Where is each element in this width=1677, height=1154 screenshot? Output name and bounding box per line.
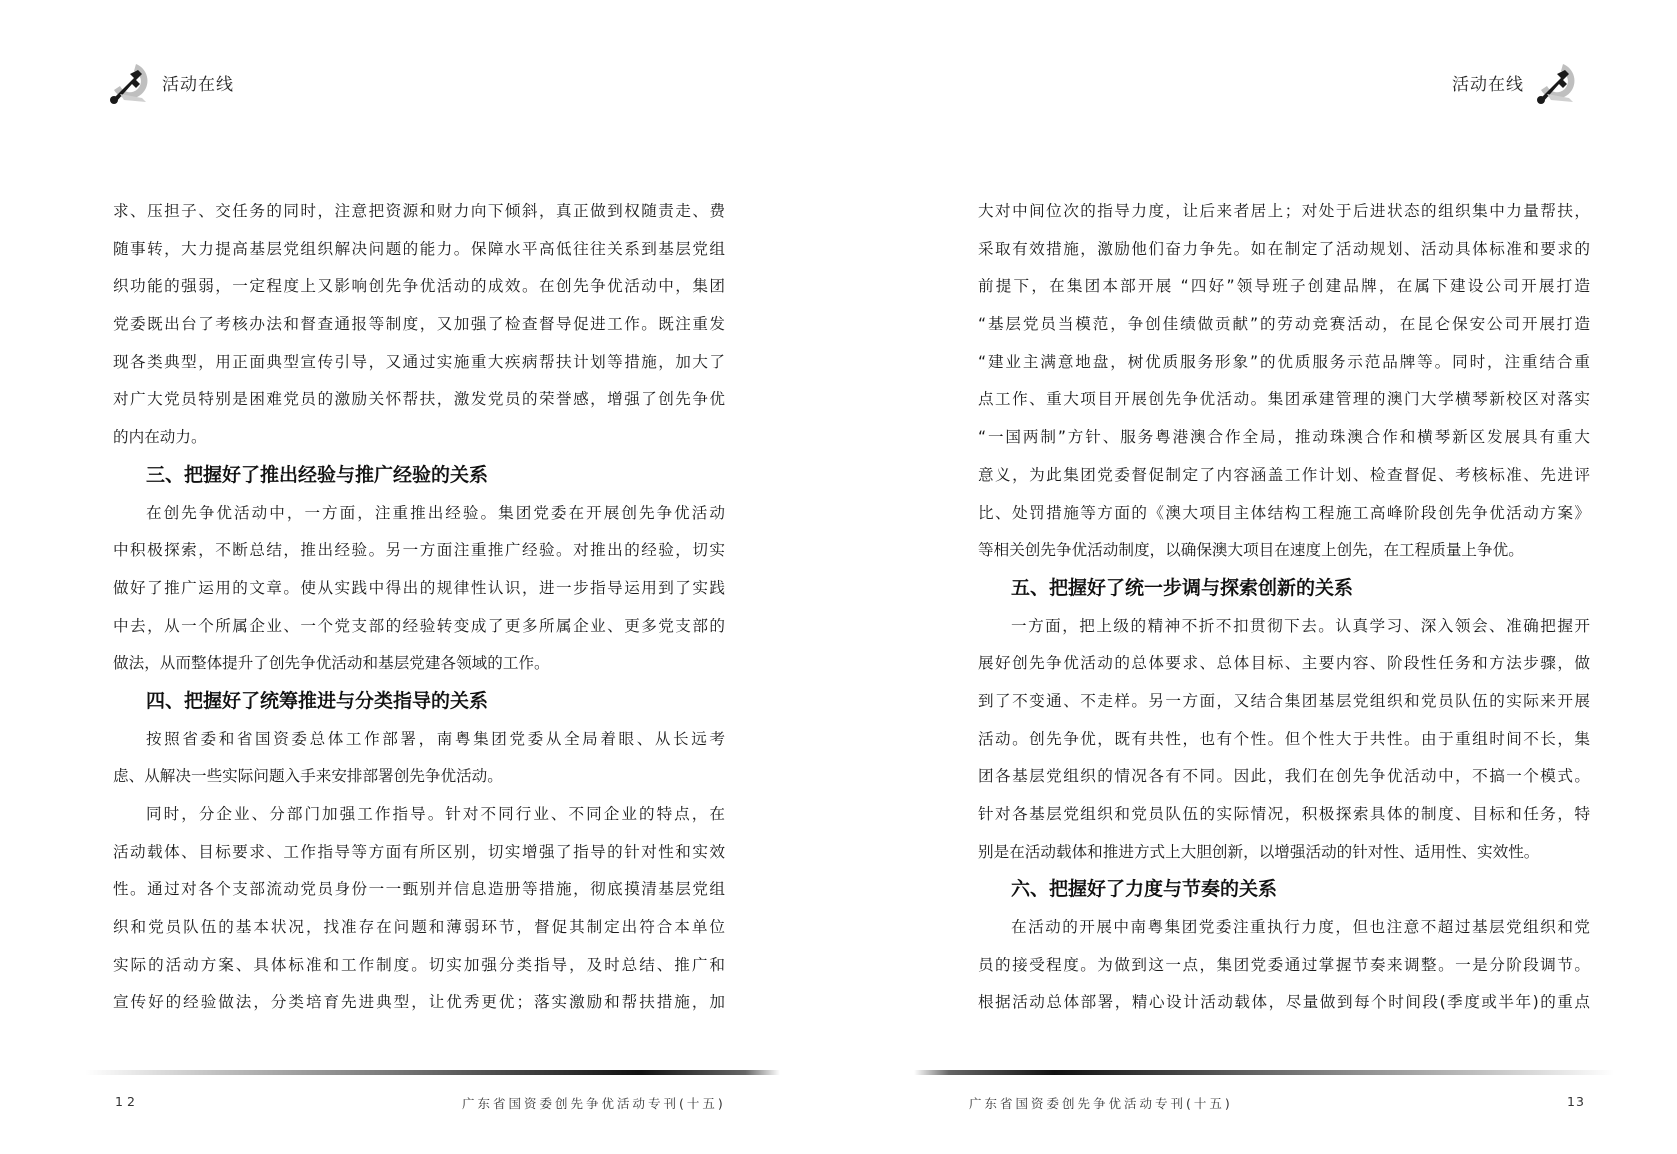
section-heading: 五、把握好了统一步调与探索创新的关系	[1011, 576, 1354, 599]
text-line: 展好创先争优活动的总体要求、总体目标、主要内容、阶段性任务和方法步骤，做	[978, 654, 1590, 673]
text-line: 中去，从一个所属企业、一个党支部的经验转变成了更多所属企业、更多党支部的	[113, 616, 725, 635]
text-line: 按照省委和省国资委总体工作部署，南粤集团党委从全局着眼、从长远考	[146, 729, 725, 748]
text-line: 宣传好的经验做法，分类培育先进典型，让优秀更优；落实激励和帮扶措施，加	[113, 993, 725, 1012]
text-line: 在创先争优活动中，一方面，注重推出经验。集团党委在开展创先争优活动	[146, 503, 725, 522]
right-page	[839, 0, 1677, 1154]
text-line: 随事转，大力提高基层党组织解决问题的能力。保障水平高低往往关系到基层党组	[113, 239, 725, 258]
body-text	[113, 193, 725, 1022]
text-line: 的内在动力。	[113, 428, 207, 447]
text-line: 别是在活动载体和推进方式上大胆创新，以增强活动的针对性、适用性、实效性。	[978, 842, 1540, 861]
text-line: 对广大党员特别是困难党员的激励关怀帮扶，激发党员的荣誉感，增强了创先争优	[113, 390, 725, 409]
text-line: 做法，从而整体提升了创先争优活动和基层党建各领域的工作。	[113, 654, 550, 673]
footer-title: 广东省国资委创先争优活动专刊(十五)	[969, 1096, 1233, 1111]
section-heading: 三、把握好了推出经验与推广经验的关系	[146, 463, 489, 486]
footer-title: 广东省国资委创先争优活动专刊(十五)	[462, 1096, 726, 1111]
text-line: 前提下，在集团本部开展 “四好”领导班子创建品牌，在属下建设公司开展打造	[978, 277, 1590, 296]
text-line: 等相关创先争优活动制度，以确保澳大项目在速度上创先，在工程质量上争优。	[978, 541, 1524, 560]
section-title: 活动在线	[162, 75, 234, 95]
section-heading: 六、把握好了力度与节奏的关系	[1011, 878, 1278, 901]
text-line: 到了不变通、不走样。另一方面，又结合集团基层党组织和党员队伍的实际来开展	[978, 691, 1590, 710]
text-line: 团各基层党组织的情况各有不同。因此，我们在创先争优活动中，不搞一个模式。	[978, 767, 1590, 786]
text-line: 员的接受程度。为做到这一点，集团党委通过掌握节奏来调整。一是分阶段调节。	[978, 955, 1590, 974]
text-line: 党委既出台了考核办法和督查通报等制度，又加强了检查督导促进工作。既注重发	[113, 315, 725, 334]
text-line: 织功能的强弱，一定程度上又影响创先争优活动的成效。在创先争优活动中，集团	[113, 277, 725, 296]
text-line: 一方面，把上级的精神不折不扣贯彻下去。认真学习、深入领会、准确把握开	[1011, 616, 1590, 635]
text-line: 实际的活动方案、具体标准和工作制度。切实加强分类指导，及时总结、推广和	[113, 955, 725, 974]
left-page	[0, 0, 838, 1154]
text-line: 同时，分企业、分部门加强工作指导。针对不同行业、不同企业的特点，在	[146, 805, 725, 823]
party-emblem-icon	[1533, 58, 1583, 106]
text-line: “基层党员当模范，争创佳绩做贡献”的劳动竞赛活动，在昆仑保安公司开展打造	[978, 315, 1590, 334]
text-line: 求、压担子、交任务的同时，注意把资源和财力向下倾斜，真正做到权随责走、费	[113, 202, 725, 220]
text-line: 大对中间位次的指导力度，让后来者居上；对处于后进状态的组织集中力量帮扶，	[978, 202, 1590, 220]
text-line: 点工作、重大项目开展创先争优活动。集团承建管理的澳门大学横琴新校区对落实	[978, 390, 1590, 409]
party-emblem-icon	[106, 58, 156, 106]
text-line: 活动。创先争优，既有共性，也有个性。但个性大于共性。由于重组时间不长，集	[978, 729, 1590, 748]
text-line: “一国两制”方针、服务粤港澳合作全局，推动珠澳合作和横琴新区发展具有重大	[978, 428, 1590, 447]
text-line: 在活动的开展中南粤集团党委注重执行力度，但也注意不超过基层党组织和党	[1011, 918, 1590, 937]
section-heading: 四、把握好了统筹推进与分类指导的关系	[146, 689, 489, 712]
text-line: 织和党员队伍的基本状况，找准存在问题和薄弱环节，督促其制定出符合本单位	[113, 918, 725, 937]
page-number: 12	[115, 1094, 139, 1109]
body-text	[978, 193, 1590, 1022]
text-line: “建业主满意地盘，树优质服务形象”的优质服务示范品牌等。同时，注重结合重	[978, 352, 1590, 371]
text-line: 比、处罚措施等方面的《澳大项目主体结构工程施工高峰阶段创先争优活动方案》	[978, 503, 1590, 522]
text-line: 采取有效措施，激励他们奋力争先。如在制定了活动规划、活动具体标准和要求的	[978, 239, 1590, 258]
text-line: 性。通过对各个支部流动党员身份一一甄别并信息造册等措施，彻底摸清基层党组	[113, 880, 725, 899]
text-line: 做好了推广运用的文章。使从实践中得出的规律性认识，进一步指导运用到了实践	[113, 578, 725, 597]
text-line: 针对各基层党组织和党员队伍的实际情况，积极探索具体的制度、目标和任务，特	[978, 805, 1590, 823]
page-number: 13	[1567, 1094, 1585, 1109]
text-line: 活动载体、目标要求、工作指导等方面有所区别，切实增强了指导的针对性和实效	[113, 842, 725, 861]
text-line: 根据活动总体部署，精心设计活动载体，尽量做到每个时间段(季度或半年)的重点	[978, 993, 1590, 1012]
text-line: 意义，为此集团党委督促制定了内容涵盖工作计划、检查督促、考核标准、先进评	[978, 465, 1590, 484]
text-line: 虑、从解决一些实际问题入手来安排部署创先争优活动。	[113, 767, 503, 786]
section-title: 活动在线	[1452, 75, 1524, 95]
footer-rule	[85, 1070, 780, 1075]
footer-rule	[914, 1070, 1614, 1075]
text-line: 现各类典型，用正面典型宣传引导，又通过实施重大疾病帮扶计划等措施，加大了	[113, 352, 725, 371]
text-line: 中积极探索，不断总结，推出经验。另一方面注重推广经验。对推出的经验，切实	[113, 541, 725, 560]
